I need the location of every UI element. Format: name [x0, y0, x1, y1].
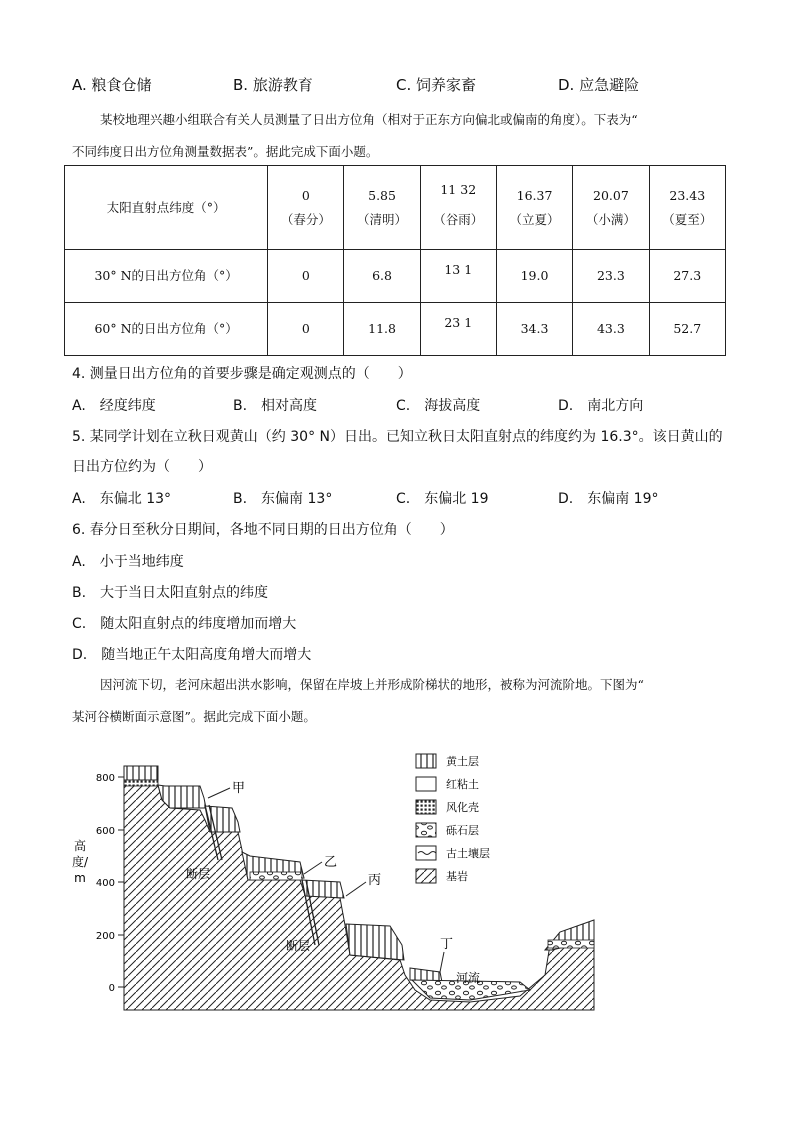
terrace-crust [124, 780, 158, 786]
q6-option-a: A. 小于当地纬度 [72, 554, 184, 570]
q4-option-b: B. 相对高度 [233, 398, 318, 414]
prev-option-b: B. 旅游教育 [233, 76, 313, 94]
q4-option-a: A. 经度纬度 [72, 398, 156, 414]
legend-item: 红粘土 [446, 778, 479, 791]
label-yi: 乙 [324, 855, 338, 870]
table-col-1: 5.85 （清明） [344, 166, 420, 250]
legend-item: 基岩 [446, 870, 468, 883]
q5-option-d: D. 东偏南 19° [558, 491, 659, 507]
table-header-label: 太阳直射点纬度（°） [65, 166, 268, 250]
legend-item: 砾石层 [446, 824, 479, 837]
y-tick-label: 0 [108, 983, 115, 994]
terrace-loess [346, 924, 404, 960]
q6-option-b: B. 大于当日太阳直射点的纬度 [72, 585, 269, 601]
label-jia: 甲 [232, 781, 246, 796]
q5-stem-line1: 5. 某同学计划在立秋日观黄山（约 30° N）日出。已知立秋日太阳直射点的纬度约为 16.3°。该日黄山的 [72, 429, 723, 445]
intro1-line2: 不同纬度日出方位角测量数据表”。据此完成下面小题。 [72, 144, 379, 159]
table-col-0: 0 （春分） [268, 166, 344, 250]
table-col-3: 16.37 （立夏） [496, 166, 572, 250]
y-tick-label: 600 [95, 826, 115, 837]
label-river: 河流 [456, 971, 481, 985]
sunrise-azimuth-table [64, 165, 726, 356]
table-row: 30° N的日出方位角（°） 0 6.8 13 1 19.0 23.3 27.3 [65, 250, 726, 303]
q4-option-c: C. 海拔高度 [396, 398, 481, 414]
prev-option-a: A. 粮食仓储 [72, 76, 152, 94]
table-col-5: 23.43 （夏至） [649, 166, 725, 250]
label-fault-2: 断层 [286, 939, 311, 953]
intro2-line2: 某河谷横断面示意图”。据此完成下面小题。 [72, 709, 316, 724]
table-row: 60° N的日出方位角（°） 0 11.8 23 1 34.3 43.3 52.7 [65, 303, 726, 356]
y-tick-label: 800 [95, 773, 115, 784]
q5-stem-line2: 日出方位约为（ ） [72, 459, 212, 475]
terrace-gravel [250, 872, 302, 880]
intro1-line1: 某校地理兴趣小组联合有关人员测量了日出方位角（相对于正东方向偏北或偏南的角度）。下表为“ [100, 112, 638, 127]
river-valley-cross-section-diagram [0, 740, 794, 1030]
y-axis [72, 770, 124, 994]
q4-option-d: D. 南北方向 [558, 398, 644, 414]
label-ding: 丁 [440, 937, 454, 952]
q6-option-c: C. 随太阳直射点的纬度增加而增大 [72, 616, 297, 632]
legend-item: 黄土层 [446, 755, 479, 768]
terrace-gravel [548, 940, 594, 948]
q6-stem: 6. 春分日至秋分日期间，各地不同日期的日出方位角（ ） [72, 522, 454, 538]
legend-item: 风化壳 [446, 801, 479, 814]
y-axis-label: 高度/ m [71, 839, 89, 885]
label-fault-1: 断层 [186, 867, 211, 881]
table-col-2: 11 32 （谷雨） [420, 166, 496, 250]
table-col-4: 20.07 （小满） [573, 166, 649, 250]
q6-option-d: D. 随当地正午太阳高度角增大而增大 [72, 647, 312, 663]
legend [416, 754, 490, 883]
intro2-line1: 因河流下切，老河床超出洪水影响，保留在岸坡上并形成阶梯状的地形，被称为河流阶地。下图为“ [100, 677, 644, 692]
legend-item: 古土壤层 [446, 847, 490, 860]
q5-option-c: C. 东偏北 19 [396, 491, 489, 507]
q5-option-a: A. 东偏北 13° [72, 491, 172, 507]
prev-option-d: D. 应急避险 [558, 76, 640, 94]
bedrock [124, 785, 594, 1010]
y-tick-label: 200 [95, 931, 115, 942]
q4-stem: 4. 测量日出方位角的首要步骤是确定观测点的（ ） [72, 366, 412, 382]
label-bing: 丙 [368, 873, 382, 888]
terrace-loess [124, 766, 158, 780]
q5-option-b: B. 东偏南 13° [233, 491, 333, 507]
y-tick-label: 400 [95, 878, 115, 889]
prev-option-c: C. 饲养家畜 [396, 76, 477, 94]
